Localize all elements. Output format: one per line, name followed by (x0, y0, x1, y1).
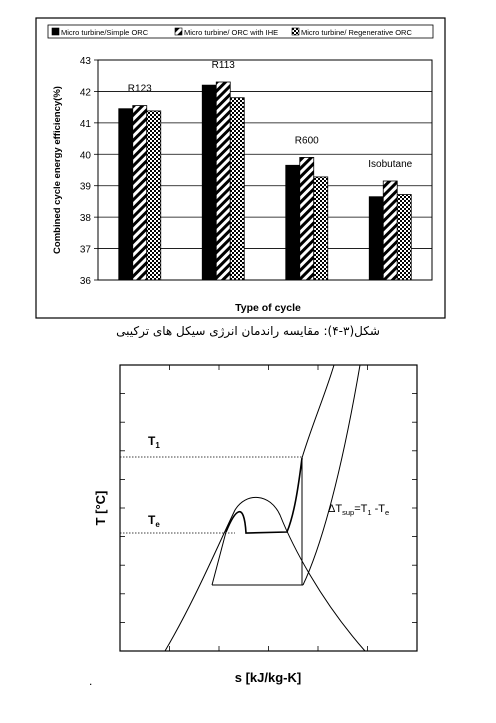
delta-t-sup-label: $\Delta T_{sup}=T_1$ $-T_e$ (328, 503, 390, 517)
y-axis-label: Combined cycle energy efficiency(%) (52, 86, 63, 254)
y-tick-label-42: 42 (79, 87, 91, 99)
y-tick-label-43: 43 (79, 56, 91, 67)
te-label: $T_e$ (148, 513, 160, 529)
diagram-y-axis-label: T [°C] (93, 490, 108, 526)
legend-label-regenerative-orc: Micro turbine/ Regenerative ORC (301, 28, 412, 37)
y-tick-label-38: 38 (79, 213, 91, 225)
y-tick-label-37: 37 (79, 244, 91, 256)
x-axis-label: Type of cycle (235, 302, 301, 314)
y-tick-label-36: 36 (79, 276, 91, 287)
category-label-isobutane: Isobutane (368, 159, 413, 170)
category-label-r123: R123 (127, 83, 152, 95)
category-label-r600: R600 (294, 135, 319, 147)
legend-label-simple-orc: Micro turbine/Simple ORC (61, 28, 149, 37)
y-tick-label-40: 40 (79, 150, 91, 162)
legend-label-orc-ihe: Micro turbine/ ORC with IHE (184, 28, 279, 37)
stray-mark: . (89, 674, 93, 688)
figure-caption: شکل(۳-۴): مقایسه راندمان انرژی سیکل های ترکیبی (116, 324, 380, 338)
y-tick-label-41: 41 (79, 118, 91, 130)
y-tick-label-39: 39 (79, 181, 91, 193)
diagram-x-axis-label: s [kJ/kg-K] (234, 670, 302, 685)
t1-label: $T_1$ (148, 434, 160, 450)
category-label-r113: R113 (211, 60, 235, 71)
